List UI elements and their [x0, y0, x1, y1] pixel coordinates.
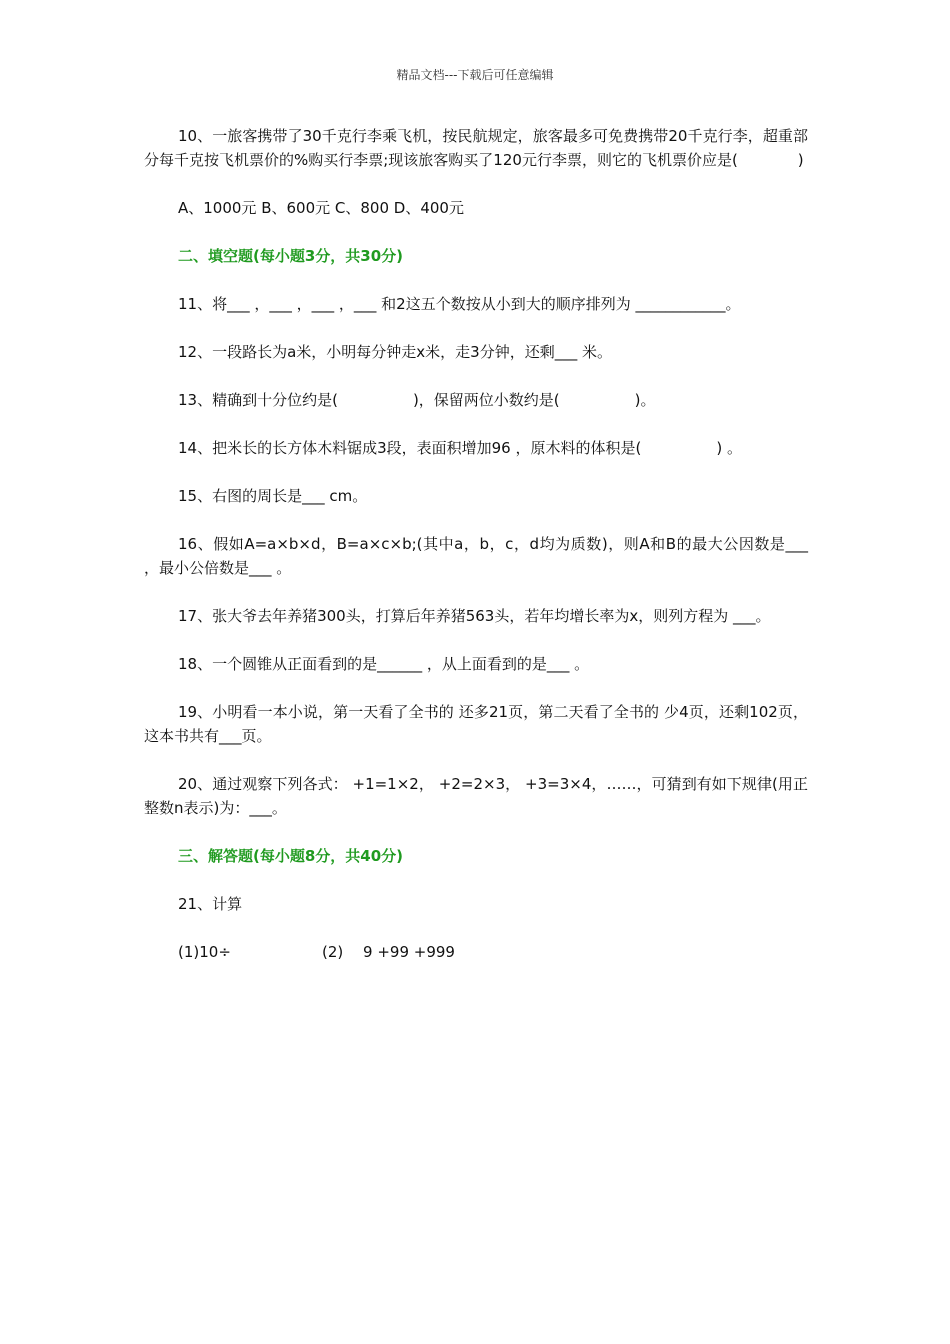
question-18: 18、一个圆锥从正面看到的是______ ，从上面看到的是___ 。 — [178, 655, 590, 673]
question-17: 17、张大爷去年养猪300头，打算后年养猪563头，若年均增长率为x，则列方程为 ___。 — [178, 607, 771, 625]
question-21: 21、计算 — [178, 895, 243, 913]
question-16: 16、假如A=a×b×d，B=a×c×b;(其中a，b，c，d均为质数)，则A和B的最大公因数是___ ，最小公倍数是___ 。 — [144, 535, 808, 577]
page-header: 精品文档---下载后可任意编辑 — [396, 68, 554, 82]
question-10: 10、一旅客携带了30千克行李乘飞机，按民航规定，旅客最多可免费携带20千克行李，超重部分每千克按飞机票价的%购买行李票;现该旅客购买了120元行李票，则它的飞机票价应是( ) — [144, 127, 808, 169]
question-12: 12、一段路长为a米，小明每分钟走x米，走3分钟，还剩___ 米。 — [178, 343, 612, 361]
question-13: 13、精确到十分位约是( )，保留两位小数约是( )。 — [178, 391, 656, 409]
question-15: 15、右图的周长是___ cm。 — [178, 487, 368, 505]
question-21-calculations — [144, 940, 808, 964]
question-19: 19、小明看一本小说，第一天看了全书的 还多21页，第二天看了全书的 少4页，还剩102页，这本书共有___页。 — [144, 703, 808, 745]
document-body — [144, 124, 808, 964]
section-title-answer: 三、解答题(每小题8分，共40分) — [178, 847, 404, 865]
question-20: 20、通过观察下列各式： +1=1×2， +2=2×3， +3=3×4，……，可猜到有如下规律(用正整数n表示)为：___。 — [144, 775, 808, 817]
section-title-fill-blank: 二、填空题(每小题3分，共30分) — [178, 247, 404, 265]
question-14: 14、把米长的长方体木料锯成3段，表面积增加96 ，原木料的体积是( ) 。 — [178, 439, 742, 457]
calc-part-1: (1)10÷ — [178, 943, 231, 961]
question-10-options: A、1000元 B、600元 C、800 D、400元 — [178, 199, 464, 217]
calc-part-2: (2) 9 +99 +999 — [322, 943, 455, 961]
question-11: 11、将___ ，___ ，___ ，___ 和2这五个数按从小到大的顺序排列为 ____________。 — [178, 295, 741, 313]
